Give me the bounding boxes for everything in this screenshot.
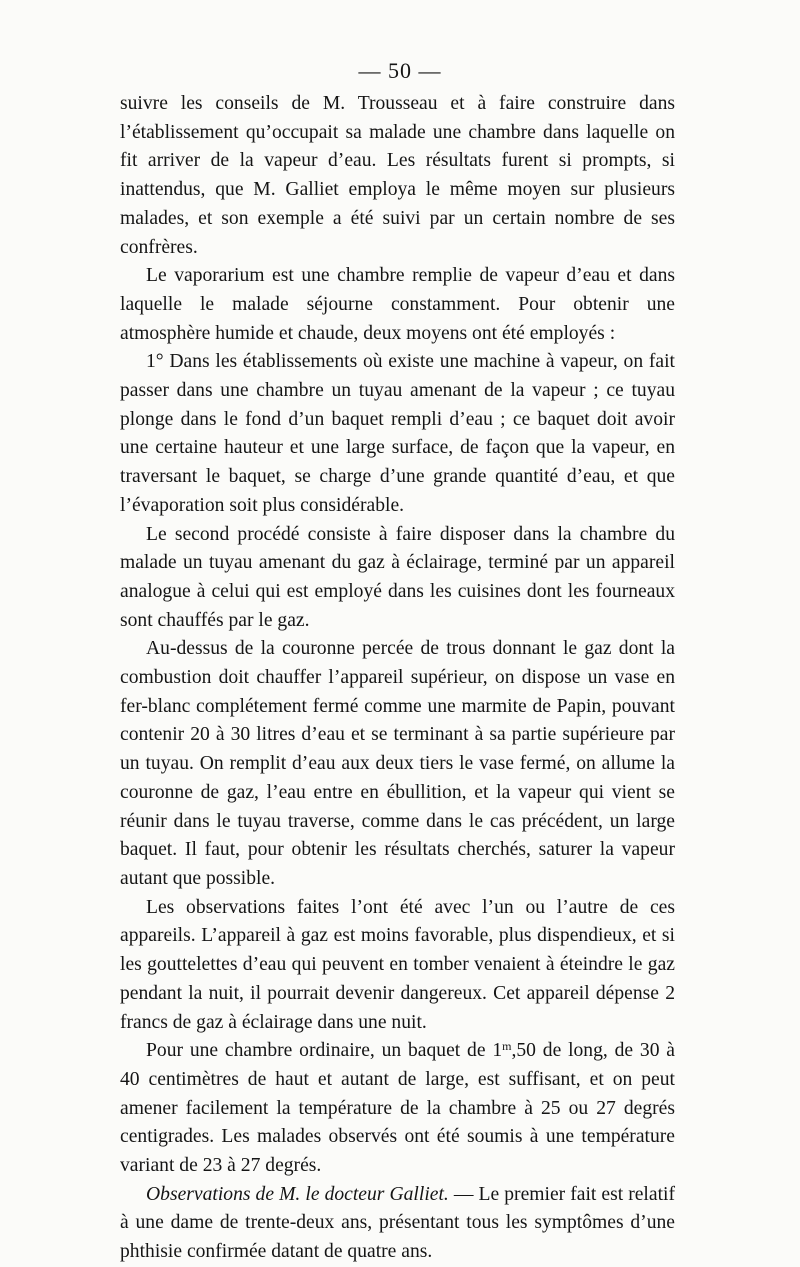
paragraph-7-end: ,50 de long, de 30 à 40 centimètres de haut et autant de large, est suffisant, et on peut amener facilement la température de la chambre à 25 ou 27 degrés centigrades. Les malades observés ont été soumis à une température variant de 23 à 27 degrés. — [120, 1040, 675, 1177]
body-text — [120, 90, 675, 1267]
meter-superscript: m — [502, 1039, 512, 1054]
paragraph-8 — [120, 1181, 675, 1267]
paragraph-3: 1° Dans les établissements où existe une machine à vapeur, on fait passer dans une chambre un tuyau amenant de la vapeur ; ce tuyau plonge dans le fond d’un baquet rempli d’eau ; ce baquet doit avoir une certaine hauteur et une large surface, de façon que la vapeur, en traversant le baquet, se charge d’une grande quantité d’eau, et que l’évaporation soit plus considérable. — [120, 351, 675, 516]
page-number: — 50 — — [358, 58, 442, 83]
observations-heading: Observations de M. le docteur Galliet. — [146, 1183, 449, 1205]
paragraph-1: suivre les conseils de M. Trousseau et à faire construire dans l’établissement qu’occupait sa malade une chambre dans laquelle on fit arriver de la vapeur d’eau. Les résultats furent si prompts, si inattendus, que M. Galliet employa le même moyen sur plusieurs malades, et son exemple a été suivi par un certain nombre de ses confrères. — [120, 93, 675, 258]
paragraph-8-text: — Le premier fait est relatif à une dame de trente-deux ans, présentant tous les symptômes d’une phthisie confirmée datant de quatre ans. — [120, 1183, 675, 1263]
paragraph-7 — [120, 1037, 675, 1181]
paragraph-4: Le second procédé consiste à faire disposer dans la chambre du malade un tuyau amenant du gaz à éclairage, terminé par un appareil analogue à celui qui est employé dans les cuisines dont les fourneaux sont chauffés par le gaz. — [120, 523, 675, 631]
paragraph-7-start: Pour une chambre ordinaire, un baquet de 1 — [146, 1040, 503, 1062]
paragraph-2: Le vaporarium est une chambre remplie de vapeur d’eau et dans laquelle le malade séjourne constamment. Pour obtenir une atmosphère humide et chaude, deux moyens ont été employés : — [120, 265, 675, 344]
paragraph-5: Au-dessus de la couronne percée de trous donnant le gaz dont la combustion doit chauffer l’appareil supérieur, on dispose un vase en fer-blanc complétement fermé comme une marmite de Papin, pouvant contenir 20 à 30 litres d’eau et se terminant à sa partie supérieure par un tuyau. On remplit d’eau aux deux tiers le vase fermé, on allume la couronne de gaz, l’eau entre en ébullition, et la vapeur qui vient se réunir dans le tuyau traverse, comme dans le cas précédent, un large baquet. Il faut, pour obtenir les résultats cherchés, saturer la vapeur autant que possible. — [120, 638, 675, 889]
paragraph-6: Les observations faites l’ont été avec l’un ou l’autre de ces appareils. L’appareil à gaz est moins favorable, plus dispendieux, et si les gouttelettes d’eau qui peuvent en tomber venaient à éteindre le gaz pendant la nuit, il pourrait devenir dangereux. Cet appareil dépense 2 francs de gaz à éclairage dans une nuit. — [120, 896, 675, 1033]
